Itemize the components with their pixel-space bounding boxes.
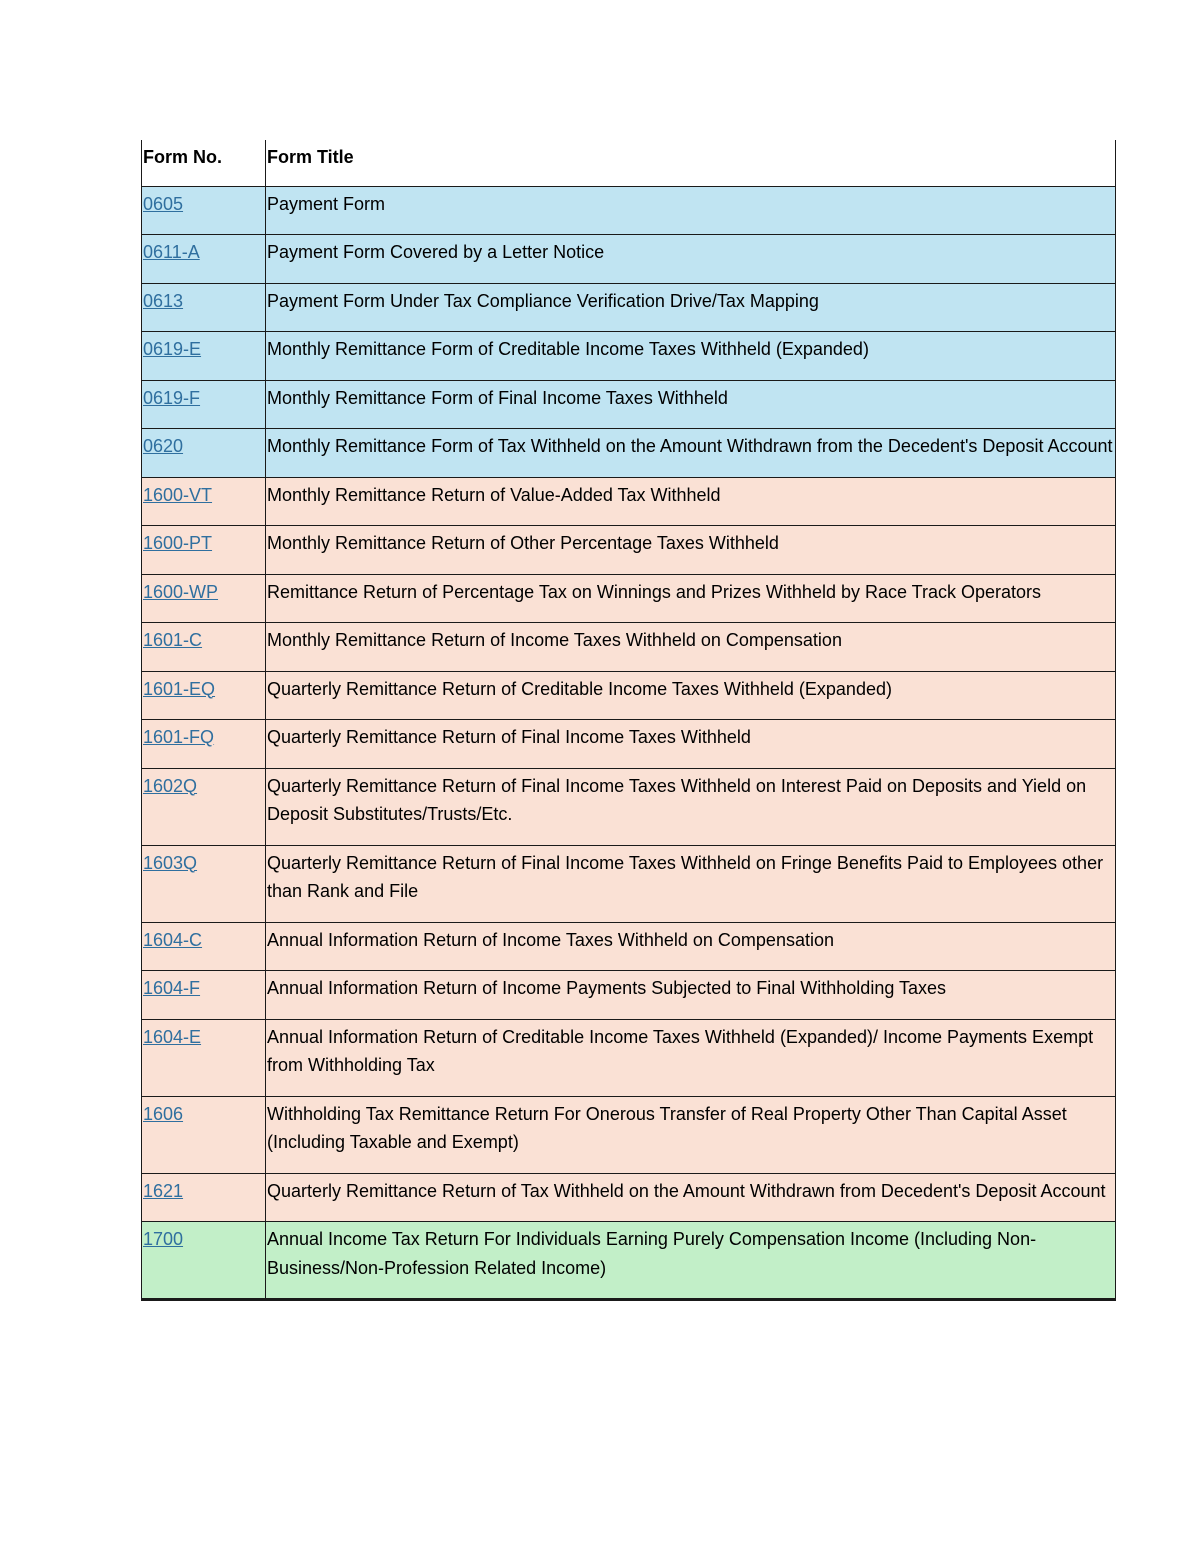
form-title-cell: Payment Form [266, 186, 1116, 235]
form-number-link[interactable]: 0605 [143, 193, 184, 214]
form-number-link[interactable]: 0619-E [143, 339, 202, 359]
form-title-cell: Quarterly Remittance Return of Final Income Taxes Withheld [266, 720, 1116, 769]
form-no-cell [142, 1019, 266, 1096]
form-no-cell [142, 845, 266, 922]
table-row [142, 922, 1116, 971]
form-title-cell: Payment Form Covered by a Letter Notice [266, 235, 1116, 284]
form-number-link[interactable]: 1600-PT [143, 533, 213, 553]
form-number-link[interactable]: 1603Q [143, 852, 198, 873]
form-title-cell: Quarterly Remittance Return of Final Income Taxes Withheld on Interest Paid on Deposits and Yield on Deposit Substitutes/Trusts/Etc. [266, 768, 1116, 845]
form-no-cell [142, 186, 266, 235]
table-row [142, 429, 1116, 478]
form-title-cell: Remittance Return of Percentage Tax on Winnings and Prizes Withheld by Race Track Operators [266, 574, 1116, 623]
form-title-cell: Quarterly Remittance Return of Tax Withheld on the Amount Withdrawn from Decedent's Deposit Account [266, 1173, 1116, 1222]
form-number-link[interactable]: 1604-E [143, 1026, 202, 1047]
form-title-cell: Quarterly Remittance Return of Final Income Taxes Withheld on Fringe Benefits Paid to Employees other than Rank and File [266, 845, 1116, 922]
table-row [142, 1173, 1116, 1222]
form-no-cell [142, 235, 266, 284]
table-row [142, 671, 1116, 720]
form-no-cell [142, 1222, 266, 1300]
form-no-cell [142, 1096, 266, 1173]
form-number-link[interactable]: 1604-C [143, 929, 203, 950]
form-number-link[interactable]: 1606 [143, 1103, 184, 1124]
form-title-cell: Monthly Remittance Return of Value-Added Tax Withheld [266, 477, 1116, 526]
table-row [142, 623, 1116, 672]
form-title-cell: Monthly Remittance Return of Income Taxes Withheld on Compensation [266, 623, 1116, 672]
form-title-cell: Annual Information Return of Income Payments Subjected to Final Withholding Taxes [266, 971, 1116, 1020]
form-title-cell: Annual Information Return of Creditable Income Taxes Withheld (Expanded)/ Income Payments Exempt from Withholding Tax [266, 1019, 1116, 1096]
table-row [142, 186, 1116, 235]
table-row [142, 720, 1116, 769]
form-number-link[interactable]: 0620 [143, 436, 184, 456]
form-title-cell: Payment Form Under Tax Compliance Verification Drive/Tax Mapping [266, 283, 1116, 332]
table-row [142, 1222, 1116, 1300]
table-row [142, 235, 1116, 284]
form-number-link[interactable]: 1600-VT [143, 484, 213, 505]
form-no-cell [142, 1173, 266, 1222]
form-no-cell [142, 283, 266, 332]
form-no-cell [142, 477, 266, 526]
form-no-cell [142, 429, 266, 478]
table-row [142, 1019, 1116, 1096]
form-no-cell [142, 574, 266, 623]
form-number-link[interactable]: 0613 [143, 290, 184, 311]
table-row [142, 380, 1116, 429]
form-title-cell: Monthly Remittance Form of Creditable Income Taxes Withheld (Expanded) [266, 332, 1116, 381]
form-no-cell [142, 332, 266, 381]
form-number-link[interactable]: 1601-FQ [143, 727, 215, 747]
form-title-cell: Withholding Tax Remittance Return For Onerous Transfer of Real Property Other Than Capital Asset (Including Taxable and Exempt) [266, 1096, 1116, 1173]
table-header-row [142, 140, 1116, 186]
forms-table [141, 140, 1116, 1301]
form-no-cell [142, 971, 266, 1020]
form-number-link[interactable]: 1700 [143, 1229, 184, 1249]
table-row [142, 283, 1116, 332]
form-no-cell [142, 671, 266, 720]
form-title-cell: Annual Income Tax Return For Individuals Earning Purely Compensation Income (Including Non-Business/Non-Profession Related Income) [266, 1222, 1116, 1300]
table-row [142, 1096, 1116, 1173]
table-row [142, 768, 1116, 845]
form-number-link[interactable]: 1601-C [143, 630, 203, 650]
form-no-cell [142, 623, 266, 672]
form-title-cell: Annual Information Return of Income Taxes Withheld on Compensation [266, 922, 1116, 971]
table-row [142, 332, 1116, 381]
form-number-link[interactable]: 1604-F [143, 978, 201, 998]
form-number-link[interactable]: 0611-A [143, 242, 200, 262]
form-no-cell [142, 768, 266, 845]
form-number-link[interactable]: 1602Q [143, 775, 198, 796]
form-no-cell [142, 380, 266, 429]
form-no-cell [142, 720, 266, 769]
table-row [142, 971, 1116, 1020]
header-form-title: Form Title [266, 140, 1116, 186]
table-row [142, 574, 1116, 623]
form-title-cell: Quarterly Remittance Return of Creditable Income Taxes Withheld (Expanded) [266, 671, 1116, 720]
table-row [142, 526, 1116, 575]
form-number-link[interactable]: 1601-EQ [143, 678, 216, 699]
form-title-cell: Monthly Remittance Form of Tax Withheld on the Amount Withdrawn from the Decedent's Deposit Account [266, 429, 1116, 478]
form-no-cell [142, 922, 266, 971]
table-row [142, 845, 1116, 922]
form-number-link[interactable]: 0619-F [143, 387, 201, 408]
header-form-no: Form No. [142, 140, 266, 186]
table-row [142, 477, 1116, 526]
form-number-link[interactable]: 1621 [143, 1180, 184, 1201]
form-number-link[interactable]: 1600-WP [143, 581, 219, 602]
form-title-cell: Monthly Remittance Form of Final Income Taxes Withheld [266, 380, 1116, 429]
form-title-cell: Monthly Remittance Return of Other Percentage Taxes Withheld [266, 526, 1116, 575]
form-no-cell [142, 526, 266, 575]
